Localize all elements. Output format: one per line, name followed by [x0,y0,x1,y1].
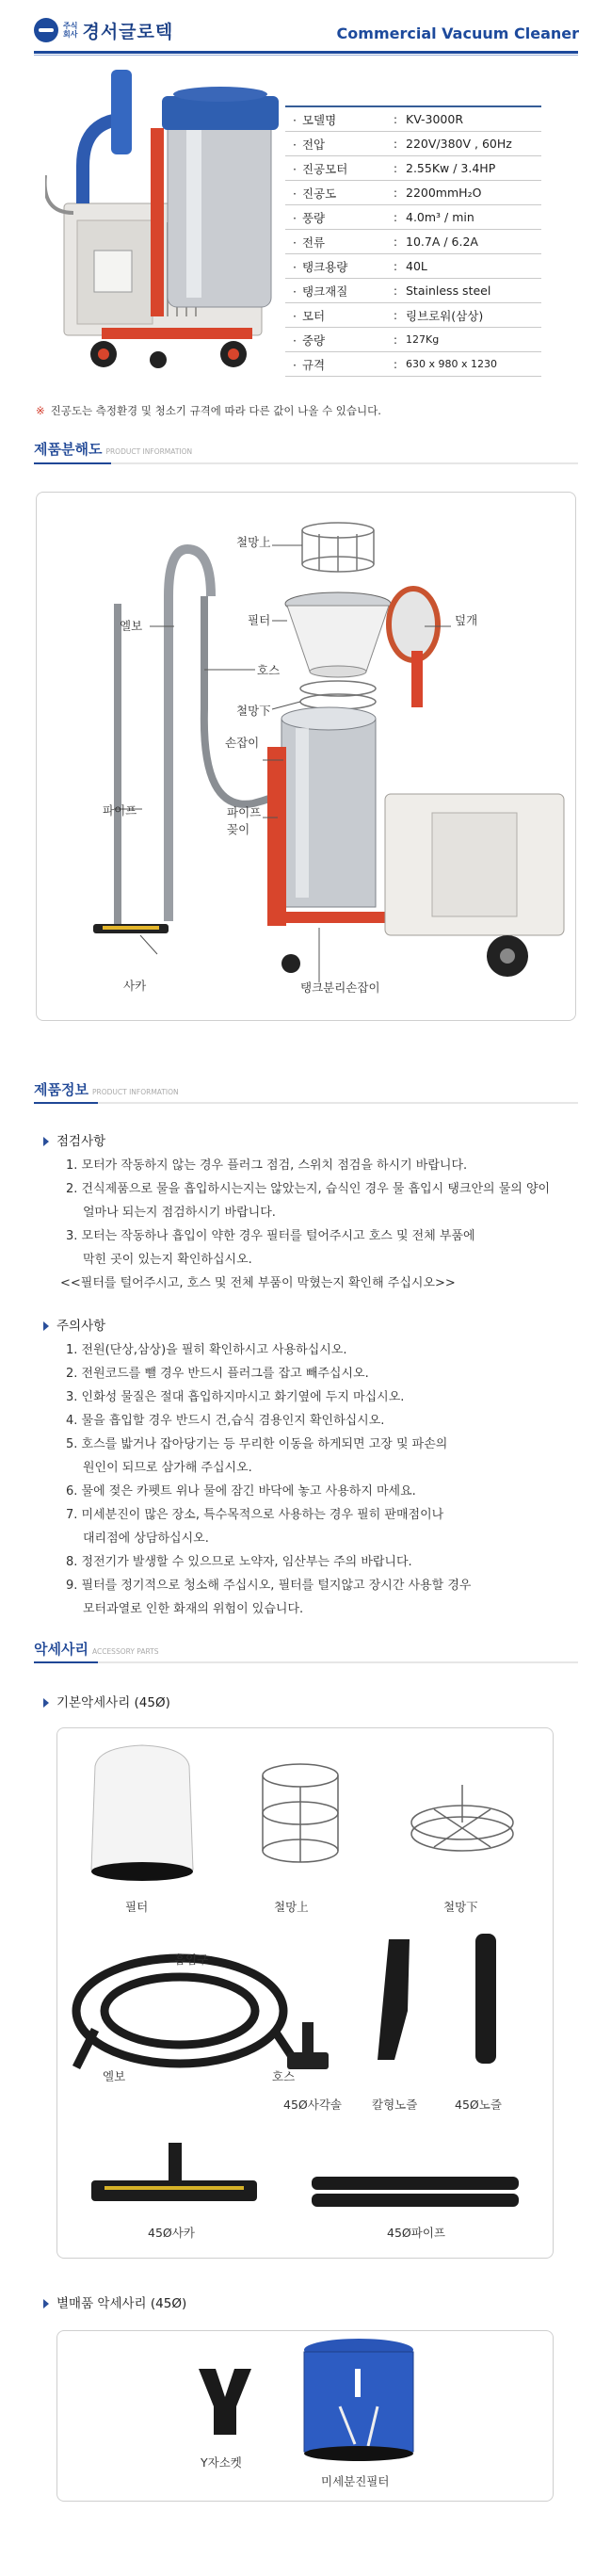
caution-line: 6. 물에 젖은 카펫트 위나 물에 잠긴 바닥에 놓고 사용하지 마세요. [66,1484,416,1499]
spec-separator: : [385,303,406,328]
spec-row [285,230,541,254]
acc-hose-label: 호스 [272,2069,296,2083]
bullet-triangle-icon [43,1321,49,1331]
spec-row [285,352,541,377]
acc-extra-title-text: 별매품 악세사리 (45Ø) [56,2296,187,2311]
spec-separator: : [385,279,406,303]
filter-bag-image [91,1745,193,1881]
caution-line: 3. 인화성 물질은 절대 흡입하지마시고 화기옆에 두지 마십시오. [66,1390,405,1404]
section-acc-title: 악세사리 [34,1641,88,1658]
lid-part [389,589,438,707]
label-handle: 손잡이 [225,736,260,750]
spec-separator: : [385,205,406,230]
red-frame [151,128,164,316]
caution-line: 4. 물을 흡입할 경우 반드시 건,습식 겸용인지 확인하십시오. [66,1414,385,1428]
acc-sucker-label: 45Ø사카 [148,2226,195,2240]
spec-separator: : [385,106,406,132]
label-bottom-filter: 철망下 [236,704,271,718]
knife-nozzle-image [378,1939,410,2060]
spec-key: · 전류 [285,230,385,254]
acc-filter-label: 필터 [125,1900,149,1914]
label-pipe-socket-1: 파이프 [227,805,262,819]
spec-row [285,106,541,132]
vacuum-note: ※ 진공도는 측정환경 및 청소기 규격에 따라 다른 값이 나올 수 있습니다. [36,403,381,418]
section-divider-accent [34,1661,98,1663]
spec-key: · 모터 [285,303,385,328]
acc-extra-panel [56,2330,554,2502]
section-acc-header [34,1639,158,1659]
spec-key: · 탱크용량 [285,254,385,279]
spec-value: 40L [406,254,541,279]
label-pipe-socket-2: 꽂이 [227,822,250,836]
spec-row [285,328,541,352]
spec-separator: : [385,181,406,205]
spec-value: 2.55Kw / 3.4HP [406,156,541,181]
mesh-top-image [263,1764,338,1862]
pipe-part [114,604,121,924]
acc-extra-title [43,2292,186,2311]
caution-line: 모터과열로 인한 화재의 위험이 있습니다. [83,1602,304,1616]
spec-key: · 중량 [285,328,385,352]
section-exploded-sub: PRODUCT INFORMATION [105,447,193,456]
acc-square-nozzle-label: 45Ø사각솔 [283,2098,342,2112]
company-name: 경서글로텍 [82,21,174,42]
caution-line: 원인이 되므로 삼가해 주십시오. [83,1461,252,1475]
acc-fine-filter-label: 미세분진필터 [321,2474,390,2488]
acc-basic-title-text: 기본악세사리 (45Ø) [56,1695,170,1710]
mesh-top-part [302,523,374,572]
acc-basic-panel [56,1727,554,2259]
check-line: 막힌 곳이 있는지 확인하십시오. [83,1253,252,1267]
spec-value: KV-3000R [406,106,541,132]
spec-separator: : [385,132,406,156]
section-info-sub: PRODUCT INFORMATION [91,1088,179,1096]
y-socket-image [199,2369,251,2435]
spec-value: 630 x 980 x 1230 [406,352,541,377]
check-line: <<필터를 털어주시고, 호스 및 전체 부품이 막혔는지 확인해 주십시오>> [60,1276,456,1290]
section-divider [34,1102,578,1104]
label-hose: 호스 [257,663,281,677]
acc-pipe-label: 45Ø파이프 [387,2226,445,2240]
sucker-image [91,2143,257,2201]
caution-line: 대리점에 상담하십시오. [83,1531,209,1546]
bullet-triangle-icon [43,1698,49,1708]
fine-filter-image [304,2339,413,2461]
section-divider-accent [34,1102,98,1104]
acc-basic-images [57,1728,553,2258]
spec-row [285,156,541,181]
spec-key: · 진공모터 [285,156,385,181]
bullet-triangle-icon [43,2299,49,2309]
logo-icon [34,18,58,42]
label-tank-handle: 탱크분리손잡이 [300,980,380,995]
spec-separator: : [385,230,406,254]
spec-key: · 전압 [285,132,385,156]
spec-separator: : [385,156,406,181]
round-nozzle-image [475,1934,496,2064]
section-divider [34,462,578,464]
spec-value: 127Kg [406,328,541,352]
spec-row [285,254,541,279]
spec-key: · 탱크재질 [285,279,385,303]
vacuum-machine-image [45,62,299,375]
caution-title-text: 주의사항 [56,1319,106,1334]
check-line: 얼마나 되는지 점검하시기 바랍니다. [83,1206,276,1220]
section-divider-accent [34,462,111,464]
frame-part [267,747,286,926]
logo-small-1: 주식 [63,22,78,30]
label-lid: 덮개 [455,613,478,627]
spec-table [285,105,541,377]
product-title: Commercial Vacuum Cleaner [336,24,579,42]
mesh-bottom-image [411,1785,513,1851]
spec-separator: : [385,352,406,377]
acc-extra-images [57,2331,553,2501]
caution-line: 8. 정전기가 발생할 수 있으므로 노약자, 임산부는 주의 바랍니다. [66,1555,412,1569]
section-info-header [34,1079,179,1099]
caution-line: 9. 필터를 정기적으로 청소해 주십시오, 필터를 털지않고 장시간 사용할 경우 [66,1579,472,1593]
acc-inlet-label: 흡입구 [174,1952,209,1967]
label-top-filter: 철망上 [236,535,271,549]
mesh-bottom-part [300,681,376,709]
hose-coil-image [76,1958,293,2067]
header-divider [34,51,578,54]
tank-body-part [281,707,376,907]
check-title-text: 점검사항 [56,1134,106,1149]
caution-line: 7. 미세분진이 많은 장소, 특수목적으로 사용하는 경우 필히 판매점이나 [66,1508,444,1522]
caution-line: 1. 전원(단상,삼상)을 필히 확인하시고 사용하십시오. [66,1343,347,1357]
spec-value: 4.0m³ / min [406,205,541,230]
logo-small-2: 회사 [63,30,78,39]
spec-row [285,303,541,328]
spec-value: 10.7A / 6.2A [406,230,541,254]
check-title [43,1130,105,1149]
spec-value: 220V/380V , 60Hz [406,132,541,156]
acc-mesh-bottom-label: 철망下 [443,1900,478,1914]
steel-tank [168,119,271,307]
filter-part [285,592,391,677]
square-nozzle-image [287,2022,329,2069]
spec-row [285,181,541,205]
spec-key: · 모델명 [285,106,385,132]
header-divider-thin [34,55,578,56]
caution-line: 2. 전원코드를 뺄 경우 반드시 플러그를 잡고 빼주십시오. [66,1367,369,1381]
label-sucker: 사카 [123,979,147,993]
caution-title [43,1315,105,1334]
acc-round-nozzle-label: 45Ø노즐 [455,2098,502,2112]
exploded-diagram-panel [36,492,576,1021]
exploded-diagram [37,493,575,1020]
acc-y-socket-label: Y자소켓 [201,2455,242,2470]
spec-key: · 진공도 [285,181,385,205]
spec-row [285,279,541,303]
section-acc-sub: ACCESSORY PARTS [91,1647,159,1656]
acc-knife-nozzle-label: 칼형노즐 [372,2098,418,2112]
section-exploded-title: 제품분해도 [34,441,103,458]
label-elbow: 엘보 [120,619,143,633]
spec-key: · 규격 [285,352,385,377]
acc-elbow-label: 엘보 [103,2069,126,2083]
company-logo [34,17,173,43]
spec-row [285,205,541,230]
acc-basic-title [43,1692,170,1710]
spec-key: · 풍량 [285,205,385,230]
acc-mesh-top-label: 철망上 [274,1900,309,1914]
check-line: 3. 모터는 작동하나 흡입이 약한 경우 필터를 털어주시고 호스 및 전체 부품에 [66,1229,475,1243]
logo-small-text [63,22,77,39]
spec-value: 링브로워(삼상) [406,303,541,328]
spec-value: 2200mmH₂O [406,181,541,205]
motor-housing-part [385,794,564,935]
spec-row [285,132,541,156]
pipe-image [312,2177,519,2207]
section-divider [34,1661,578,1663]
caution-line: 5. 호스를 밟거나 잡아당기는 등 무리한 이동을 하게되면 고장 및 파손의 [66,1437,448,1451]
section-exploded-header [34,439,192,459]
spec-separator: : [385,254,406,279]
section-info-title: 제품정보 [34,1081,88,1098]
spec-value: Stainless steel [406,279,541,303]
check-line: 2. 건식제품으로 물을 흡입하시는지는 않았는지, 습식인 경우 물 흡입시 탱크안의 물의 양이 [66,1182,551,1196]
spec-separator: : [385,328,406,352]
check-line: 1. 모터가 작동하지 않는 경우 플러그 점검, 스위치 점검을 하시기 바랍니다. [66,1158,468,1173]
bullet-triangle-icon [43,1137,49,1146]
label-filter: 필터 [248,613,271,627]
label-pipe: 파이프 [103,803,137,818]
